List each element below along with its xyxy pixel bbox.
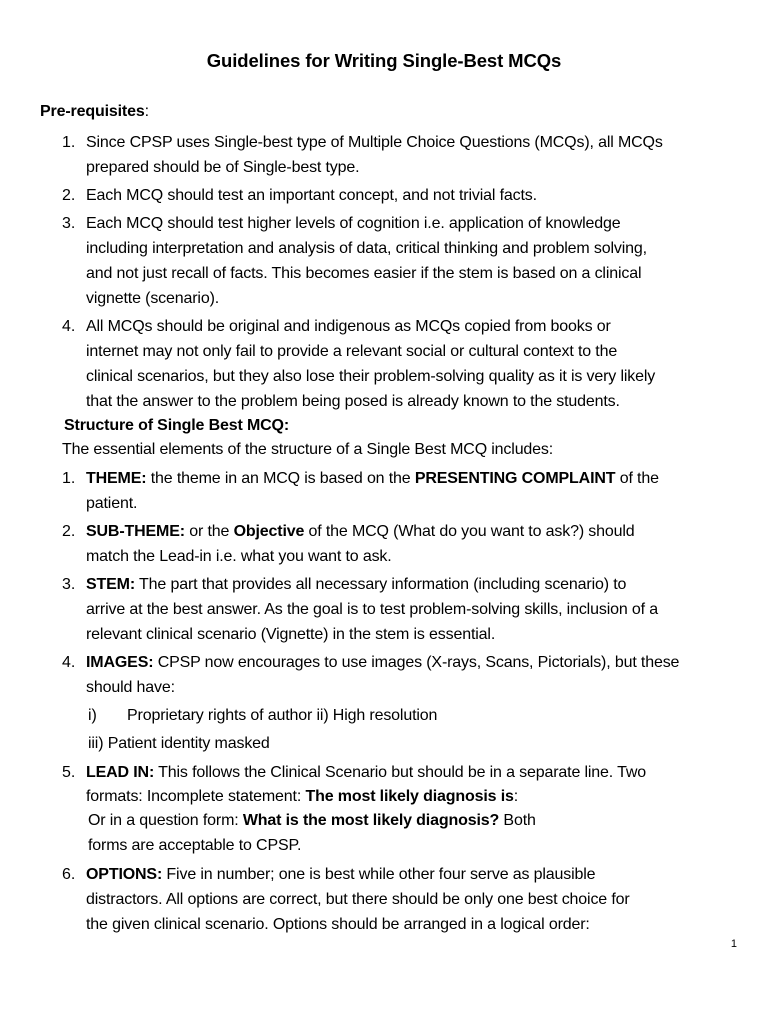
structure-text: of the MCQ (What do you want to ask?) should: [304, 523, 635, 540]
prereq-item-number: 2.: [62, 187, 76, 204]
structure-text: The part that provides all necessary information (including scenario) to: [135, 576, 627, 593]
structure-item-line: arrive at the best answer. As the goal is to test problem-solving skills, inclusion of a: [86, 601, 658, 618]
structure-item-number: 1.: [62, 470, 76, 487]
structure-item-number: 4.: [62, 654, 76, 671]
document-title: Guidelines for Writing Single-Best MCQs: [206, 50, 562, 71]
prereq-item-line: Each MCQ should test an important concept, and not trivial facts.: [86, 187, 537, 204]
prereq-item-line: All MCQs should be original and indigenous as MCQs copied from books or: [86, 318, 611, 335]
sub-item-number: i): [88, 707, 97, 724]
structure-item-line: patient.: [86, 495, 138, 512]
structure-item-number: 5.: [62, 764, 76, 781]
options-label: OPTIONS:: [86, 866, 163, 883]
prereq-item-line: vignette (scenario).: [86, 290, 220, 307]
structure-bold-text: The most likely diagnosis is: [305, 788, 514, 805]
structure-text: the theme in an MCQ is based on the: [146, 470, 415, 487]
prereq-item-line: Since CPSP uses Single-best type of Multiple Choice Questions (MCQs), all MCQs: [86, 134, 663, 151]
prereq-item-number: 3.: [62, 215, 76, 232]
structure-item-line: [86, 572, 626, 597]
structure-text: or the: [184, 523, 234, 540]
prereq-item-line: Each MCQ should test higher levels of cognition i.e. application of knowledge: [86, 215, 621, 232]
structure-intro: The essential elements of the structure of a Single Best MCQ includes:: [62, 441, 554, 458]
prereq-item-number: 4.: [62, 318, 76, 335]
subtheme-label: SUB-THEME:: [86, 523, 185, 540]
structure-item-line: [86, 784, 518, 809]
theme-label: THEME:: [86, 470, 147, 487]
structure-item-line: match the Lead-in i.e. what you want to ask.: [86, 548, 392, 565]
structure-text: Both: [499, 812, 536, 829]
structure-item-line: [86, 466, 659, 491]
images-label: IMAGES:: [86, 654, 154, 671]
prereq-heading-colon: :: [144, 103, 149, 120]
structure-heading: Structure of Single Best MCQ:: [64, 417, 290, 434]
structure-bold-text: PRESENTING COMPLAINT: [414, 470, 616, 487]
structure-item-line: relevant clinical scenario (Vignette) in the stem is essential.: [86, 626, 496, 643]
structure-text: Or in a question form:: [88, 812, 243, 829]
structure-item-line: forms are acceptable to CPSP.: [88, 837, 302, 854]
page-number: 1: [730, 938, 737, 950]
structure-item-line: [86, 519, 635, 544]
structure-item-line: should have:: [86, 679, 175, 696]
structure-text: Five in number; one is best while other four serve as plausible: [162, 866, 596, 883]
structure-heading-line: [64, 413, 289, 438]
structure-item-number: 2.: [62, 523, 76, 540]
prereq-item-line: clinical scenarios, but they also lose their problem-solving quality as it is very likely: [86, 368, 656, 385]
lead-in-label: LEAD IN:: [86, 764, 155, 781]
structure-item-line: [86, 650, 679, 675]
prereq-item-line: that the answer to the problem being posed is already known to the students.: [86, 393, 620, 410]
structure-item-number: 3.: [62, 576, 76, 593]
structure-text: formats: Incomplete statement:: [86, 788, 306, 805]
prereq-item-line: internet may not only fail to provide a relevant social or cultural context to the: [86, 343, 618, 360]
structure-item-number: 6.: [62, 866, 76, 883]
prereq-heading: Pre-requisites: [40, 103, 145, 120]
structure-item-line: the given clinical scenario. Options should be arranged in a logical order:: [86, 916, 590, 933]
stem-label: STEM:: [86, 576, 136, 593]
structure-text: This follows the Clinical Scenario but should be in a separate line. Two: [154, 764, 646, 781]
structure-text: :: [513, 788, 519, 805]
structure-item-line: [86, 760, 646, 785]
prereq-heading-line: [40, 99, 149, 124]
prereq-item-line: including interpretation and analysis of data, critical thinking and problem solving,: [86, 240, 647, 257]
prereq-item-line: prepared should be of Single-best type.: [86, 159, 360, 176]
prereq-item-line: and not just recall of facts. This becomes easier if the stem is based on a clinical: [86, 265, 642, 282]
prereq-item-number: 1.: [62, 134, 76, 151]
structure-item-line: [88, 808, 536, 833]
sub-item-line: Proprietary rights of author ii) High resolution: [127, 707, 438, 724]
structure-item-line: [86, 862, 595, 887]
structure-item-line: distractors. All options are correct, but there should be only one best choice for: [86, 891, 630, 908]
structure-text: of the: [615, 470, 659, 487]
structure-text: CPSP now encourages to use images (X-rays, Scans, Pictorials), but these: [153, 654, 680, 671]
sub-item-line: iii) Patient identity masked: [88, 735, 270, 752]
structure-bold-text: What is the most likely diagnosis?: [242, 812, 500, 829]
structure-bold-text: Objective: [233, 523, 305, 540]
